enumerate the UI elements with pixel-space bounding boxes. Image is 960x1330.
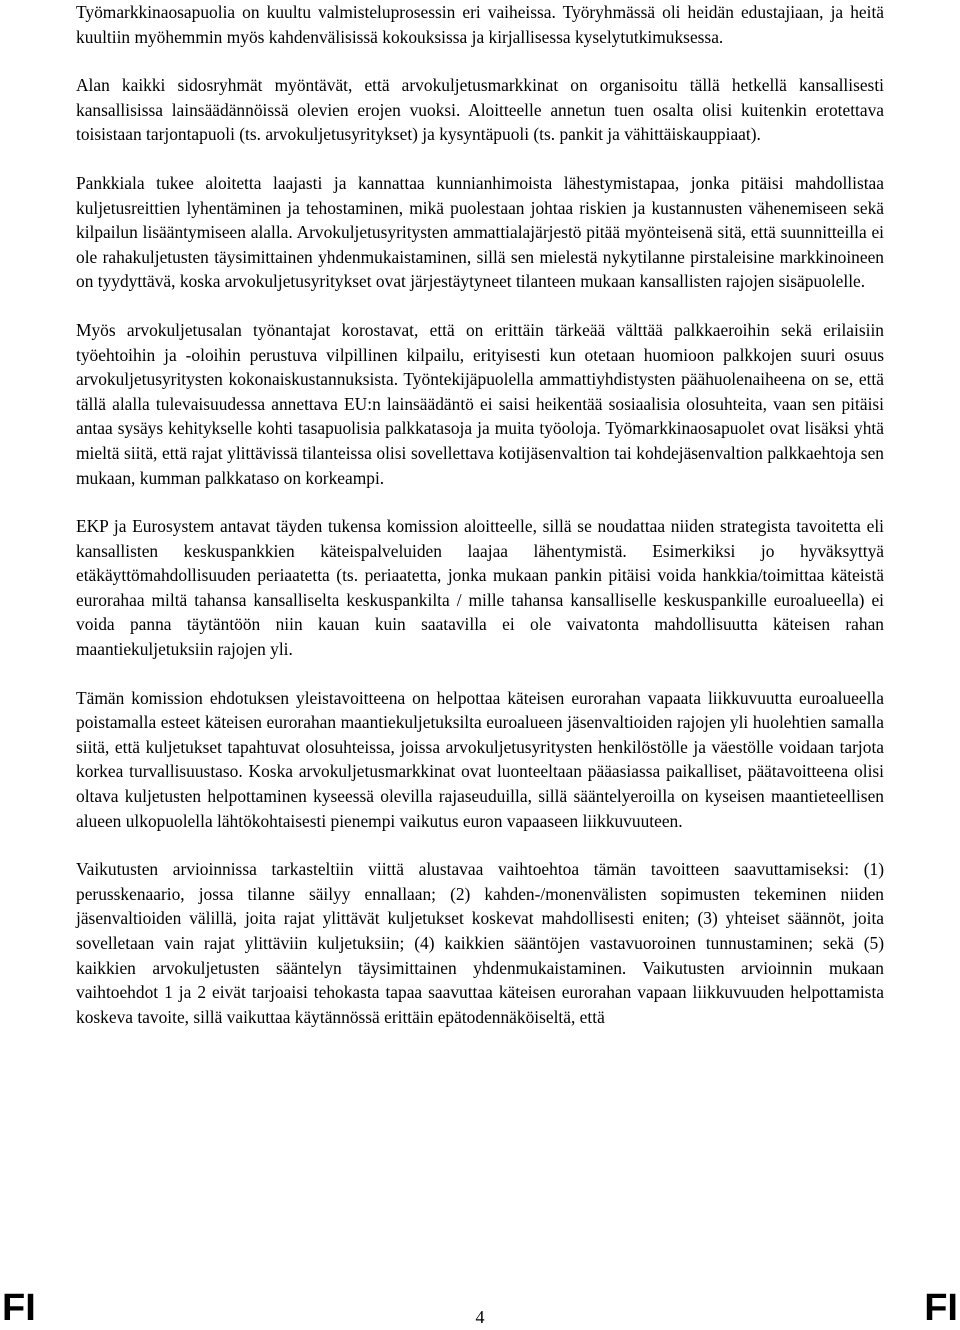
paragraph-1: Työmarkkinaosapuolia on kuultu valmisteluprosessin eri vaiheissa. Työryhmässä oli heidän edustajiaan, ja heitä kuultiin myöhemmin myös kahdenvälisissä kokouksissa ja kirjallisessa kyselytutkimuksessa.: [76, 2, 884, 47]
page-number: 4: [475, 1307, 485, 1327]
paragraph-2: Alan kaikki sidosryhmät myöntävät, että arvokuljetusmarkkinat on organisoitu tällä hetkellä kansallisesti kansallisissa lainsäädännöissä olevien erojen vuoksi. Aloitteelle annetun tuen osalta olisi kuitenkin erotettava toisistaan tarjontapuoli (ts. arvokuljetusyritykset) ja kysyntäpuoli (ts. pankit ja vähittäiskauppiaat).: [76, 75, 884, 145]
paragraph-7: Vaikutusten arvioinnissa tarkasteltiin viittä alustavaa vaihtoehtoa tämän tavoitteen saavuttamiseksi: (1) perusskenaario, jossa tilanne säilyy ennallaan; (2) kahden-/monenvälisten sopimusten tekeminen niiden jäsenvaltioiden välillä, joita rajat ylittävät kuljetukset koskevat mahdollisesti eniten; (3) yhteiset säännöt, joita sovelletaan vain rajat ylittäviin kuljetuksiin; (4) kaikkien sääntöjen vastavuoroinen tunnustaminen; sekä (5) kaikkien arvokuljetusten sääntelyn täysimittainen yhdenmukaistaminen. Vaikutusten arvioinnin mukaan vaihtoehdot 1 ja 2 eivät tarjoaisi tehokasta tapaa saavuttaa käteisen eurorahan vapaan liikkuvuuden helpottamista koskeva tavoite, sillä vaikuttaa käytännössä erittäin epätodennäköiseltä, että: [76, 859, 884, 1027]
paragraph-4: Myös arvokuljetusalan työnantajat korostavat, että on erittäin tärkeää välttää palkkaeroihin sekä erilaisiin työehtoihin ja -oloihin perustuva vilpillinen kilpailu, erityisesti kun otetaan huomioon palkkojen suuri osuus arvokuljetusyritysten kokonaiskustannuksista. Työntekijäpuolella ammattiyhdistysten päähuolenaiheena on se, että tällä alalla tulevaisuudessa annettava EU:n lainsäädäntö ei saisi heikentää sosiaalisia olosuhteita, vaan sen pitäisi antaa sysäys kehitykselle kohti tasapuolisia palkkatasoja ja muita työoloja. Työmarkkinaosapuolet ovat lisäksi yhtä mieltä siitä, että rajat ylittävissä tilanteissa olisi sovellettava kotijäsenvaltion tai kohdejäsenvaltion palkkaehtoja sen mukaan, kumman palkkataso on korkeampi.: [76, 319, 884, 488]
paragraph-3: Pankkiala tukee aloitetta laajasti ja kannattaa kunnianhimoista lähestymistapaa, jonka pitäisi mahdollistaa kuljetusreittien lyhentäminen ja tehostaminen, mikä puolestaan johtaa riskien ja kustannusten vähenemiseen sekä kilpailun lisääntymiseen alalla. Arvokuljetusyritysten ammattialajärjestö pitää myönteisenä sitä, että suunnitteilla ei ole rahakuljetusten täysimittainen yhdenmukaistaminen, sillä sen mielestä nykytilanne pirstaleisine markkinoineen on tyydyttävä, koska arvokuljetusyritykset ovat järjestäytyneet tilanteen mukaan kansallisten rajojen sisäpuolelle.: [76, 172, 884, 292]
footer-language-right: FI: [924, 1287, 958, 1329]
footer-language-left: FI: [2, 1287, 36, 1329]
paragraph-6: Tämän komission ehdotuksen yleistavoitteena on helpottaa käteisen eurorahan vapaata liikkuvuutta euroalueella poistamalla esteet käteisen eurorahan maantiekuljetuksilta euroalueen jäsenvaltioiden rajojen yli huolehtien samalla siitä, että kuljetukset tapahtuvat olosuhteissa, joissa arvokuljetusyritysten henkilöstölle ja väestölle voidaan tarjota korkea turvallisuustaso. Koska arvokuljetusmarkkinat ovat luonteeltaan pääasiassa paikalliset, päätavoitteena olisi oltava kuljetusten helpottaminen kyseessä olevilla rajaseuduilla, sillä sääntelyeroilla on kyseisen maantieteellisen alueen ulkopuolella lähtökohtaisesti pienempi vaikutus euron vapaaseen liikkuvuuteen.: [76, 687, 884, 831]
paragraph-5: EKP ja Eurosystem antavat täyden tukensa komission aloitteelle, sillä se noudattaa niiden strategista tavoitetta eli kansallisten keskuspankkien käteispalveluiden laajaa lähentymistä. Esimerkiksi jo hyväksyttyä etäkäyttömahdollisuuden periaatetta (ts. periaatetta, jonka mukaan pankin pitäisi voida hankkia/toimittaa käteistä eurorahaa miltä tahansa kansalliselta keskuspankilta / mille tahansa kansalliselle keskuspankille euroalueella) ei voida panna täytäntöön niin kauan kuin saatavilla ei ole vaivatonta mahdollisuutta käteisen rahan maantiekuljetuksiin rajojen yli.: [76, 516, 884, 660]
document-body: [76, 0, 884, 1053]
